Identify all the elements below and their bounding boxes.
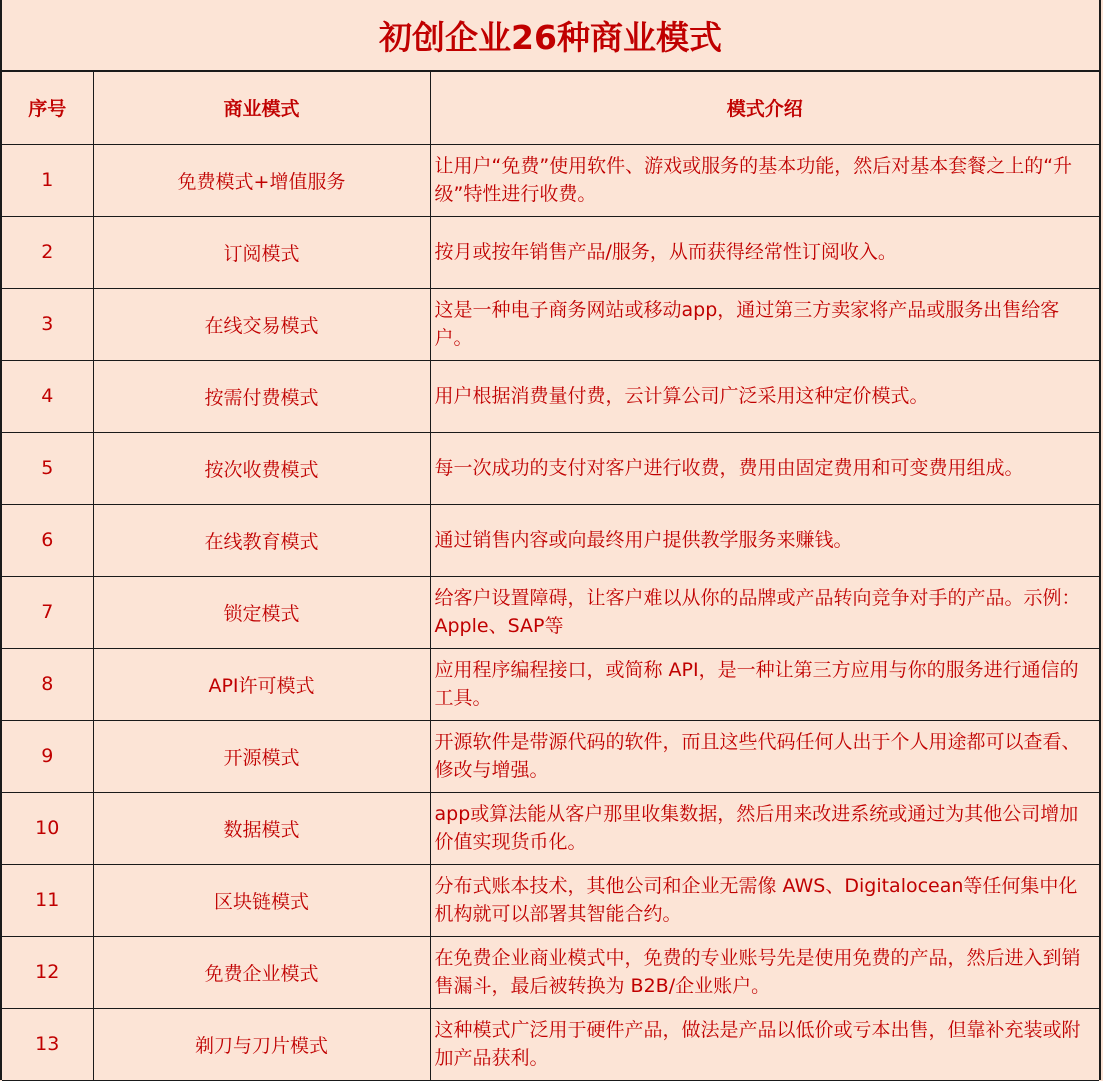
row-number: 5 — [2, 432, 93, 504]
row-number: 1 — [2, 144, 93, 216]
row-number: 6 — [2, 504, 93, 576]
model-name: 剃刀与刀片模式 — [93, 1008, 430, 1080]
table-row — [2, 720, 1099, 792]
model-intro: app或算法能从客户那里收集数据，然后用来改进系统或通过为其他公司增加价值实现货币化。 — [430, 792, 1099, 864]
model-name: 按次收费模式 — [93, 432, 430, 504]
model-name: 免费模式+增值服务 — [93, 144, 430, 216]
model-intro: 这是一种电子商务网站或移动app，通过第三方卖家将产品或服务出售给客户。 — [430, 288, 1099, 360]
business-model-table — [2, 72, 1099, 1081]
table-row — [2, 936, 1099, 1008]
table-row — [2, 1008, 1099, 1080]
model-intro: 用户根据消费量付费，云计算公司广泛采用这种定价模式。 — [430, 360, 1099, 432]
table-row — [2, 504, 1099, 576]
model-intro: 给客户设置障碍，让客户难以从你的品牌或产品转向竞争对手的产品。示例：Apple、SAP等 — [430, 576, 1099, 648]
table-row — [2, 144, 1099, 216]
model-name: 免费企业模式 — [93, 936, 430, 1008]
model-name: 开源模式 — [93, 720, 430, 792]
model-intro: 按月或按年销售产品/服务，从而获得经常性订阅收入。 — [430, 216, 1099, 288]
model-name: API许可模式 — [93, 648, 430, 720]
header-model: 商业模式 — [93, 72, 430, 144]
model-intro: 让用户“免费”使用软件、游戏或服务的基本功能，然后对基本套餐之上的“升级”特性进行收费。 — [430, 144, 1099, 216]
row-number: 4 — [2, 360, 93, 432]
header-row — [2, 72, 1099, 144]
table-row — [2, 648, 1099, 720]
row-number: 10 — [2, 792, 93, 864]
model-name: 数据模式 — [93, 792, 430, 864]
row-number: 3 — [2, 288, 93, 360]
table-row — [2, 864, 1099, 936]
table-row — [2, 360, 1099, 432]
header-no: 序号 — [2, 72, 93, 144]
table-row — [2, 432, 1099, 504]
table-row — [2, 216, 1099, 288]
row-number: 2 — [2, 216, 93, 288]
page-title: 初创企业26种商业模式 — [2, 0, 1099, 72]
table-row — [2, 576, 1099, 648]
model-intro: 分布式账本技术，其他公司和企业无需像 AWS、Digitalocean等任何集中化机构就可以部署其智能合约。 — [430, 864, 1099, 936]
table-row — [2, 792, 1099, 864]
model-name: 按需付费模式 — [93, 360, 430, 432]
model-intro: 这种模式广泛用于硬件产品，做法是产品以低价或亏本出售，但靠补充装或附加产品获利。 — [430, 1008, 1099, 1080]
model-intro: 每一次成功的支付对客户进行收费，费用由固定费用和可变费用组成。 — [430, 432, 1099, 504]
row-number: 8 — [2, 648, 93, 720]
header-intro: 模式介绍 — [430, 72, 1099, 144]
row-number: 11 — [2, 864, 93, 936]
row-number: 12 — [2, 936, 93, 1008]
model-intro: 开源软件是带源代码的软件，而且这些代码任何人出于个人用途都可以查看、修改与增强。 — [430, 720, 1099, 792]
row-number: 13 — [2, 1008, 93, 1080]
row-number: 7 — [2, 576, 93, 648]
model-intro: 应用程序编程接口，或简称 API，是一种让第三方应用与你的服务进行通信的工具。 — [430, 648, 1099, 720]
model-intro: 在免费企业商业模式中，免费的专业账号先是使用免费的产品，然后进入到销售漏斗，最后被转换为 B2B/企业账户。 — [430, 936, 1099, 1008]
model-name: 订阅模式 — [93, 216, 430, 288]
model-intro: 通过销售内容或向最终用户提供教学服务来赚钱。 — [430, 504, 1099, 576]
table-row — [2, 288, 1099, 360]
model-name: 在线交易模式 — [93, 288, 430, 360]
row-number: 9 — [2, 720, 93, 792]
model-name: 在线教育模式 — [93, 504, 430, 576]
model-name: 锁定模式 — [93, 576, 430, 648]
model-name: 区块链模式 — [93, 864, 430, 936]
